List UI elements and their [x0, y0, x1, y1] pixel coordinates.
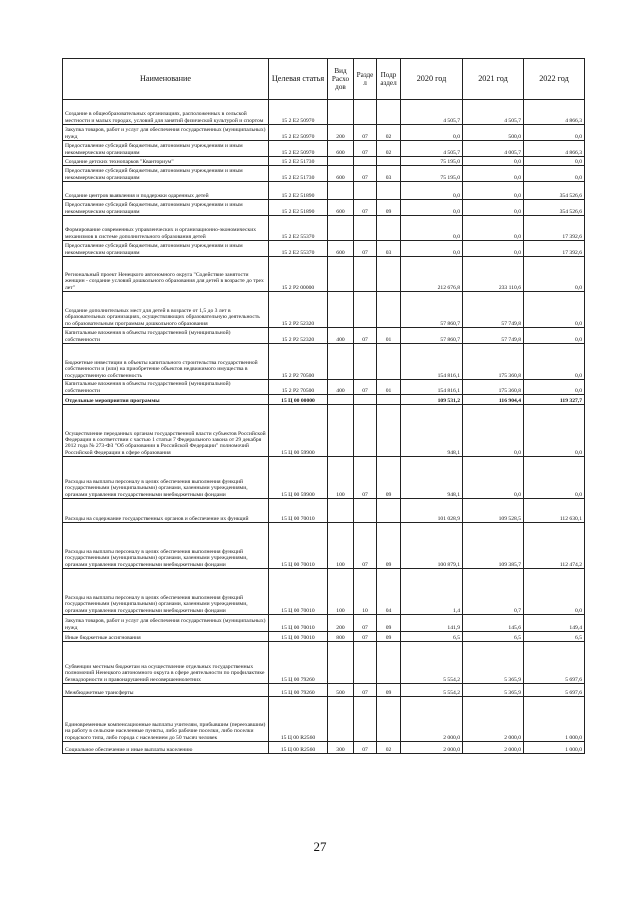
cell-subsection	[377, 257, 401, 292]
cell-2020: 0,0	[401, 241, 463, 257]
cell-expense-type	[328, 642, 354, 684]
cell-section	[354, 216, 377, 241]
cell-target-code: 15 Ц 00 70010	[269, 523, 328, 569]
cell-2020: 0,0	[401, 200, 463, 216]
cell-subsection: 09	[377, 523, 401, 569]
cell-name: Региональный проект Ненецкого автономного округа "Содействие занятости женщин - создание условий дошкольного образования для детей в возрасте до трех лет"	[63, 257, 269, 292]
cell-expense-type: 800	[328, 632, 354, 642]
cell-expense-type	[328, 344, 354, 380]
cell-expense-type: 200	[328, 125, 354, 141]
cell-subsection: 01	[377, 380, 401, 395]
cell-section: 07	[354, 328, 377, 344]
header-name: Наименование	[63, 59, 269, 100]
header-target: Целевая статья	[269, 59, 328, 100]
cell-expense-type	[328, 499, 354, 523]
cell-section: 07	[354, 523, 377, 569]
cell-2021: 109 528,5	[463, 499, 524, 523]
cell-section	[354, 499, 377, 523]
cell-2022: 6,5	[524, 632, 585, 642]
cell-name: Капитальные вложения в объекты государственной (муниципальной) собственности	[63, 380, 269, 395]
cell-subsection: 09	[377, 684, 401, 697]
cell-expense-type: 600	[328, 166, 354, 182]
cell-target-code: 15 2 Р2 52320	[269, 292, 328, 328]
cell-2022: 4 866,3	[524, 100, 585, 125]
cell-section	[354, 642, 377, 684]
cell-2022: 4 866,3	[524, 141, 585, 157]
cell-2021: 145,6	[463, 615, 524, 632]
cell-2021: 4 505,7	[463, 100, 524, 125]
cell-name: Межбюджетные трансферты	[63, 684, 269, 697]
cell-section	[354, 257, 377, 292]
cell-2020: 4 505,7	[401, 141, 463, 157]
table-row	[63, 742, 585, 754]
cell-2020: 948,1	[401, 405, 463, 457]
cell-2022: 0,0	[524, 166, 585, 182]
cell-2022: 5 697,6	[524, 684, 585, 697]
header-section: Разде л	[354, 59, 377, 100]
cell-subsection: 09	[377, 457, 401, 499]
cell-section	[354, 395, 377, 405]
cell-name: Создание дополнительных мест для детей в возрасте от 1,5 до 3 лет в образовательных организациях, осуществляющих образовательную деятельность по образовательным программам дошкольного образования	[63, 292, 269, 328]
table-row	[63, 100, 585, 125]
cell-expense-type: 400	[328, 380, 354, 395]
cell-name: Создание центров выявления и поддержки одаренных детей	[63, 182, 269, 200]
cell-target-code: 15 Ц 00 70010	[269, 569, 328, 615]
table-row	[63, 328, 585, 344]
cell-2022: 119 327,7	[524, 395, 585, 405]
cell-section	[354, 100, 377, 125]
cell-name: Предоставление субсидий бюджетным, автономным учреждениям и иным некоммерческим организациям	[63, 166, 269, 182]
cell-2020: 75 195,0	[401, 157, 463, 166]
cell-target-code: 15 2 Е2 50970	[269, 100, 328, 125]
header-year-2021: 2021 год	[463, 59, 524, 100]
cell-name: Создание в общеобразовательных организациях, расположенных в сельской местности и малых городах, условий для занятий физической культурой и спортом	[63, 100, 269, 125]
cell-section: 07	[354, 380, 377, 395]
table-row	[63, 697, 585, 742]
cell-subsection	[377, 216, 401, 241]
cell-name: Предоставление субсидий бюджетным, автономным учреждениям и иным некоммерческим организациям	[63, 200, 269, 216]
table-row	[63, 457, 585, 499]
cell-2022: 354 526,6	[524, 182, 585, 200]
cell-section: 07	[354, 200, 377, 216]
cell-section	[354, 182, 377, 200]
cell-2022: 0,0	[524, 380, 585, 395]
cell-name: Бюджетные инвестиции в объекты капитального строительства государственной собственности и (или) на приобретение объектов недвижимого имущества в государственную собственность	[63, 344, 269, 380]
cell-expense-type: 600	[328, 200, 354, 216]
cell-section: 07	[354, 684, 377, 697]
cell-name: Предоставление субсидий бюджетным, автономным учреждениям и иным некоммерческим организациям	[63, 241, 269, 257]
budget-table	[62, 58, 585, 754]
cell-name: Субвенции местным бюджетам на осуществление отдельных государственных полномочий Ненецкого автономного округа в сфере деятельности по профилактике безнадзорности и правонарушений несовершеннолетних	[63, 642, 269, 684]
cell-2022: 0,0	[524, 344, 585, 380]
cell-target-code: 15 2 Р2 70500	[269, 380, 328, 395]
cell-subsection: 09	[377, 632, 401, 642]
cell-target-code: 15 2 Р2 70500	[269, 344, 328, 380]
cell-2020: 154 816,1	[401, 380, 463, 395]
cell-subsection	[377, 697, 401, 742]
cell-2021: 0,7	[463, 569, 524, 615]
cell-2022: 0,0	[524, 569, 585, 615]
table-row	[63, 615, 585, 632]
cell-subsection	[377, 292, 401, 328]
cell-section: 07	[354, 125, 377, 141]
table-row	[63, 642, 585, 684]
cell-target-code: 15 2 Е2 51890	[269, 200, 328, 216]
cell-expense-type	[328, 100, 354, 125]
cell-target-code: 15 2 Е2 50970	[269, 141, 328, 157]
cell-section: 10	[354, 569, 377, 615]
cell-2022: 1 000,0	[524, 697, 585, 742]
cell-2021: 2 000,0	[463, 742, 524, 754]
header-year-2022: 2022 год	[524, 59, 585, 100]
cell-2021: 0,0	[463, 157, 524, 166]
cell-2022: 354 526,6	[524, 200, 585, 216]
header-subsection: Подр аздел	[377, 59, 401, 100]
cell-target-code: 15 2 Е2 51730	[269, 166, 328, 182]
cell-2022: 0,0	[524, 157, 585, 166]
cell-2020: 2 000,0	[401, 742, 463, 754]
cell-subsection	[377, 395, 401, 405]
cell-subsection	[377, 499, 401, 523]
cell-section: 07	[354, 457, 377, 499]
cell-subsection	[377, 100, 401, 125]
cell-name: Иные бюджетные ассигнования	[63, 632, 269, 642]
table-row	[63, 405, 585, 457]
cell-2020: 5 554,2	[401, 684, 463, 697]
cell-2022: 5 697,6	[524, 642, 585, 684]
cell-2020: 57 860,7	[401, 328, 463, 344]
cell-subsection: 02	[377, 141, 401, 157]
header-year-2020: 2020 год	[401, 59, 463, 100]
cell-2021: 0,0	[463, 200, 524, 216]
cell-section: 07	[354, 141, 377, 157]
cell-2022: 0,0	[524, 457, 585, 499]
cell-section: 07	[354, 166, 377, 182]
cell-subsection	[377, 157, 401, 166]
cell-2021: 500,0	[463, 125, 524, 141]
table-row	[63, 344, 585, 380]
cell-section	[354, 157, 377, 166]
cell-subsection: 09	[377, 615, 401, 632]
table-row	[63, 141, 585, 157]
cell-2020: 212 676,8	[401, 257, 463, 292]
table-row	[63, 292, 585, 328]
cell-2022: 0,0	[524, 257, 585, 292]
cell-target-code: 15 2 Е2 51730	[269, 157, 328, 166]
cell-2021: 175 360,8	[463, 380, 524, 395]
cell-name: Расходы на содержание государственных органов и обеспечение их функций	[63, 499, 269, 523]
cell-subsection: 01	[377, 328, 401, 344]
cell-2020: 101 028,9	[401, 499, 463, 523]
cell-name: Закупка товаров, работ и услуг для обеспечения государственных (муниципальных) нужд	[63, 615, 269, 632]
cell-2022: 17 392,6	[524, 216, 585, 241]
table-row	[63, 182, 585, 200]
cell-subsection: 02	[377, 125, 401, 141]
cell-name: Капитальные вложения в объекты государственной (муниципальной) собственности	[63, 328, 269, 344]
budget-table-sheet	[62, 58, 584, 754]
cell-2020: 5 554,2	[401, 642, 463, 684]
cell-2021: 57 749,8	[463, 328, 524, 344]
cell-2021: 4 005,7	[463, 141, 524, 157]
cell-2022: 0,0	[524, 405, 585, 457]
cell-expense-type: 200	[328, 615, 354, 632]
cell-target-code: 15 2 Е2 51890	[269, 182, 328, 200]
cell-name: Единовременные компенсационные выплаты учителям, прибывшим (переехавшим) на работу в сельские населенные пункты, либо рабочие поселки, либо поселки городского типа, либо города с населением до 50 тысяч человек	[63, 697, 269, 742]
cell-expense-type: 500	[328, 684, 354, 697]
cell-expense-type	[328, 157, 354, 166]
cell-subsection	[377, 182, 401, 200]
cell-subsection: 02	[377, 742, 401, 754]
cell-2020: 57 860,7	[401, 292, 463, 328]
cell-name: Социальное обеспечение и иные выплаты населению	[63, 742, 269, 754]
cell-target-code: 15 Ц 00 59900	[269, 405, 328, 457]
cell-name: Предоставление субсидий бюджетным, автономным учреждениям и иным некоммерческим организациям	[63, 141, 269, 157]
table-header-row	[63, 59, 585, 100]
cell-name: Отдельные мероприятия программы	[63, 395, 269, 405]
cell-2022: 0,0	[524, 125, 585, 141]
cell-subsection: 03	[377, 166, 401, 182]
cell-target-code: 15 2 Е2 55370	[269, 216, 328, 241]
cell-2020: 0,0	[401, 216, 463, 241]
table-row	[63, 216, 585, 241]
cell-2020: 1,4	[401, 569, 463, 615]
cell-2020: 75 195,0	[401, 166, 463, 182]
cell-2021: 0,0	[463, 405, 524, 457]
cell-2020: 4 505,7	[401, 100, 463, 125]
cell-name: Расходы на выплаты персоналу в целях обеспечения выполнения функций государственными (муниципальными) органами, казенными учреждениями, органами управления государственными внебюджетными фондами	[63, 523, 269, 569]
table-row	[63, 380, 585, 395]
table-row	[63, 241, 585, 257]
cell-2020: 0,0	[401, 182, 463, 200]
header-expense-type: Вид Расхо дов	[328, 59, 354, 100]
cell-2021: 116 904,4	[463, 395, 524, 405]
cell-name: Закупка товаров, работ и услуг для обеспечения государственных (муниципальных) нужд	[63, 125, 269, 141]
cell-2021: 5 365,9	[463, 642, 524, 684]
cell-expense-type	[328, 405, 354, 457]
cell-expense-type	[328, 216, 354, 241]
cell-expense-type	[328, 292, 354, 328]
cell-name: Расходы на выплаты персоналу в целях обеспечения выполнения функций государственными (муниципальными) органами, казенными учреждениями, органами управления государственными внебюджетными фондами	[63, 457, 269, 499]
cell-2022: 112 630,1	[524, 499, 585, 523]
cell-2020: 154 816,1	[401, 344, 463, 380]
table-row	[63, 157, 585, 166]
cell-2022: 17 392,6	[524, 241, 585, 257]
cell-target-code: 15 2 Е2 50970	[269, 125, 328, 141]
cell-target-code: 15 Ц 00 59900	[269, 457, 328, 499]
cell-2020: 2 000,0	[401, 697, 463, 742]
cell-2021: 5 365,9	[463, 684, 524, 697]
cell-subsection	[377, 642, 401, 684]
cell-expense-type: 600	[328, 141, 354, 157]
cell-expense-type	[328, 182, 354, 200]
cell-2020: 109 531,2	[401, 395, 463, 405]
cell-expense-type: 400	[328, 328, 354, 344]
cell-subsection	[377, 405, 401, 457]
cell-expense-type	[328, 395, 354, 405]
cell-expense-type	[328, 697, 354, 742]
table-row	[63, 395, 585, 405]
cell-expense-type: 300	[328, 742, 354, 754]
cell-section: 07	[354, 632, 377, 642]
table-row	[63, 166, 585, 182]
cell-expense-type: 100	[328, 569, 354, 615]
cell-2021: 2 000,0	[463, 697, 524, 742]
cell-expense-type: 100	[328, 457, 354, 499]
cell-subsection: 09	[377, 200, 401, 216]
table-row	[63, 632, 585, 642]
table-body	[63, 100, 585, 754]
cell-expense-type: 100	[328, 523, 354, 569]
cell-name: Осуществление переданных органам государственной власти субъектов Российской Федерации в соответствии с частью 1 статьи 7 Федерального закона от 29 декабря 2012 года № 273-ФЗ "Об образовании в Российской Федерации" полномочий Российской Федерации в сфере образования	[63, 405, 269, 457]
table-row	[63, 569, 585, 615]
page-number: 27	[313, 839, 327, 854]
cell-name: Формирование современных управленческих и организационно-экономических механизмов в системе дополнительного образования детей	[63, 216, 269, 241]
cell-expense-type	[328, 257, 354, 292]
cell-target-code: 15 2 Р2 52320	[269, 328, 328, 344]
table-row	[63, 200, 585, 216]
cell-target-code: 15 2 Р2 00000	[269, 257, 328, 292]
cell-2022: 1 000,0	[524, 742, 585, 754]
cell-2022: 0,0	[524, 292, 585, 328]
table-row	[63, 125, 585, 141]
cell-2020: 948,1	[401, 457, 463, 499]
cell-2020: 141,9	[401, 615, 463, 632]
cell-2021: 0,0	[463, 241, 524, 257]
cell-target-code: 15 Ц 00 70010	[269, 632, 328, 642]
cell-2021: 175 360,8	[463, 344, 524, 380]
cell-2021: 0,0	[463, 166, 524, 182]
cell-2020: 100 879,1	[401, 523, 463, 569]
table-row	[63, 523, 585, 569]
cell-expense-type: 600	[328, 241, 354, 257]
cell-subsection: 03	[377, 241, 401, 257]
cell-2020: 6,5	[401, 632, 463, 642]
cell-2021: 0,0	[463, 216, 524, 241]
cell-target-code: 15 2 Е2 55370	[269, 241, 328, 257]
cell-target-code: 15 Ц 00 R2560	[269, 742, 328, 754]
cell-section: 07	[354, 742, 377, 754]
cell-section: 07	[354, 615, 377, 632]
cell-target-code: 15 Ц 00 79260	[269, 642, 328, 684]
cell-section: 07	[354, 241, 377, 257]
cell-target-code: 15 Ц 00 70010	[269, 499, 328, 523]
cell-target-code: 15 Ц 00 R2560	[269, 697, 328, 742]
cell-2021: 0,0	[463, 182, 524, 200]
cell-section	[354, 405, 377, 457]
cell-subsection: 04	[377, 569, 401, 615]
cell-name: Создание детских технопарков "Кванториум"	[63, 157, 269, 166]
table-row	[63, 684, 585, 697]
cell-subsection	[377, 344, 401, 380]
cell-section	[354, 697, 377, 742]
cell-2021: 6,5	[463, 632, 524, 642]
cell-target-code: 15 Ц 00 00000	[269, 395, 328, 405]
table-row	[63, 499, 585, 523]
cell-2022: 112 474,2	[524, 523, 585, 569]
cell-section	[354, 292, 377, 328]
cell-section	[354, 344, 377, 380]
cell-2022: 149,4	[524, 615, 585, 632]
cell-2022: 0,0	[524, 328, 585, 344]
cell-target-code: 15 Ц 00 70010	[269, 615, 328, 632]
cell-2021: 109 385,7	[463, 523, 524, 569]
cell-2021: 0,0	[463, 457, 524, 499]
cell-target-code: 15 Ц 00 79260	[269, 684, 328, 697]
cell-2021: 57 749,8	[463, 292, 524, 328]
cell-2021: 233 110,6	[463, 257, 524, 292]
cell-name: Расходы на выплаты персоналу в целях обеспечения выполнения функций государственными (муниципальными) органами, казенными учреждениями, органами управления государственными внебюджетными фондами	[63, 569, 269, 615]
cell-2020: 0,0	[401, 125, 463, 141]
table-row	[63, 257, 585, 292]
